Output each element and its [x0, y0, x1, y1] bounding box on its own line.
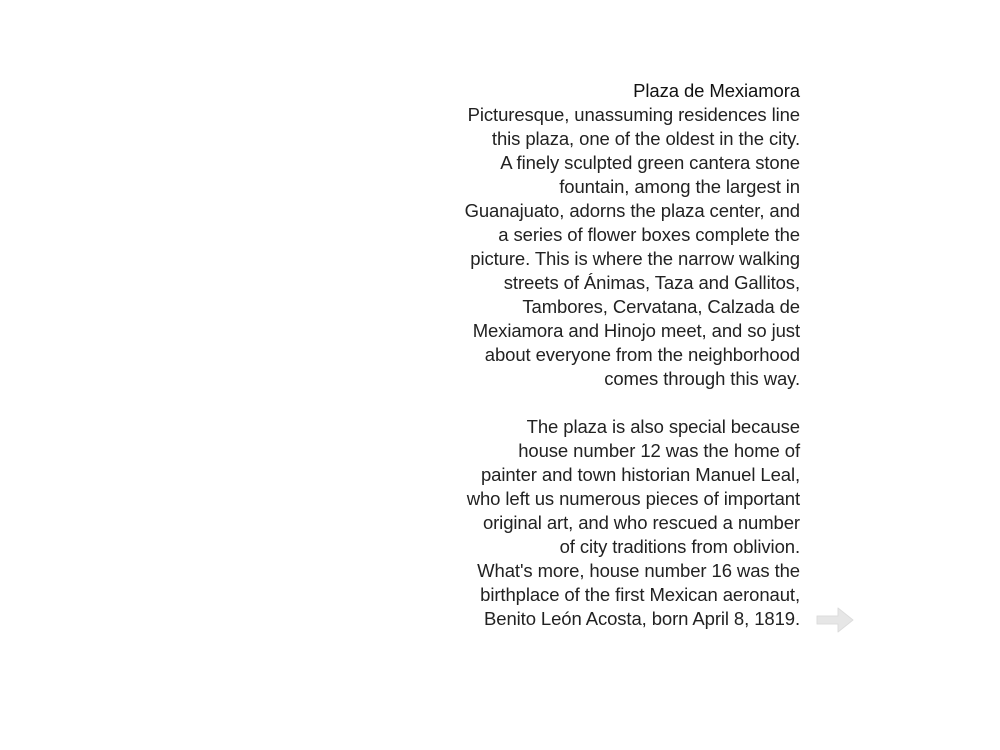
paragraph-line: What's more, house number 16 was the [477, 560, 800, 581]
paragraph-line: The plaza is also special because [526, 416, 800, 437]
paragraph-line: Guanajuato, adorns the plaza center, and [464, 200, 800, 221]
paragraph-line: this plaza, one of the oldest in the city. [491, 128, 800, 149]
paragraph-line: picture. This is where the narrow walking [470, 248, 800, 269]
paragraph-line: original art, and who rescued a number [482, 512, 800, 533]
paragraph-line: of city traditions from oblivion. [559, 536, 800, 557]
paragraph-line: Benito León Acosta, born April 8, 1819. [484, 608, 800, 629]
paragraph-1 [436, 103, 800, 391]
paragraph-line: birthplace of the first Mexican aeronaut, [480, 584, 800, 605]
paragraph-line: Tambores, Cervatana, Calzada de [522, 296, 800, 317]
paragraph-spacer [436, 391, 800, 415]
paragraph-line: who left us numerous pieces of important [466, 488, 800, 509]
paragraph-line: painter and town historian Manuel Leal, [480, 464, 800, 485]
article-title: Plaza de Mexiamora [633, 80, 800, 101]
article-text-block [436, 79, 800, 631]
paragraph-line: Mexiamora and Hinojo meet, and so just [472, 320, 800, 341]
paragraph-2 [436, 415, 800, 631]
paragraph-line: Picturesque, unassuming residences line [467, 104, 800, 125]
next-page-button[interactable] [814, 604, 856, 636]
paragraph-line: house number 12 was the home of [518, 440, 800, 461]
paragraph-line: about everyone from the neighborhood [484, 344, 800, 365]
paragraph-line: fountain, among the largest in [559, 176, 800, 197]
paragraph-line: a series of flower boxes complete the [498, 224, 800, 245]
paragraph-line: streets of Ánimas, Taza and Gallitos, [503, 272, 800, 293]
paragraph-line: comes through this way. [604, 368, 800, 389]
paragraph-line: A finely sculpted green cantera stone [500, 152, 800, 173]
right-arrow-icon [814, 604, 856, 636]
